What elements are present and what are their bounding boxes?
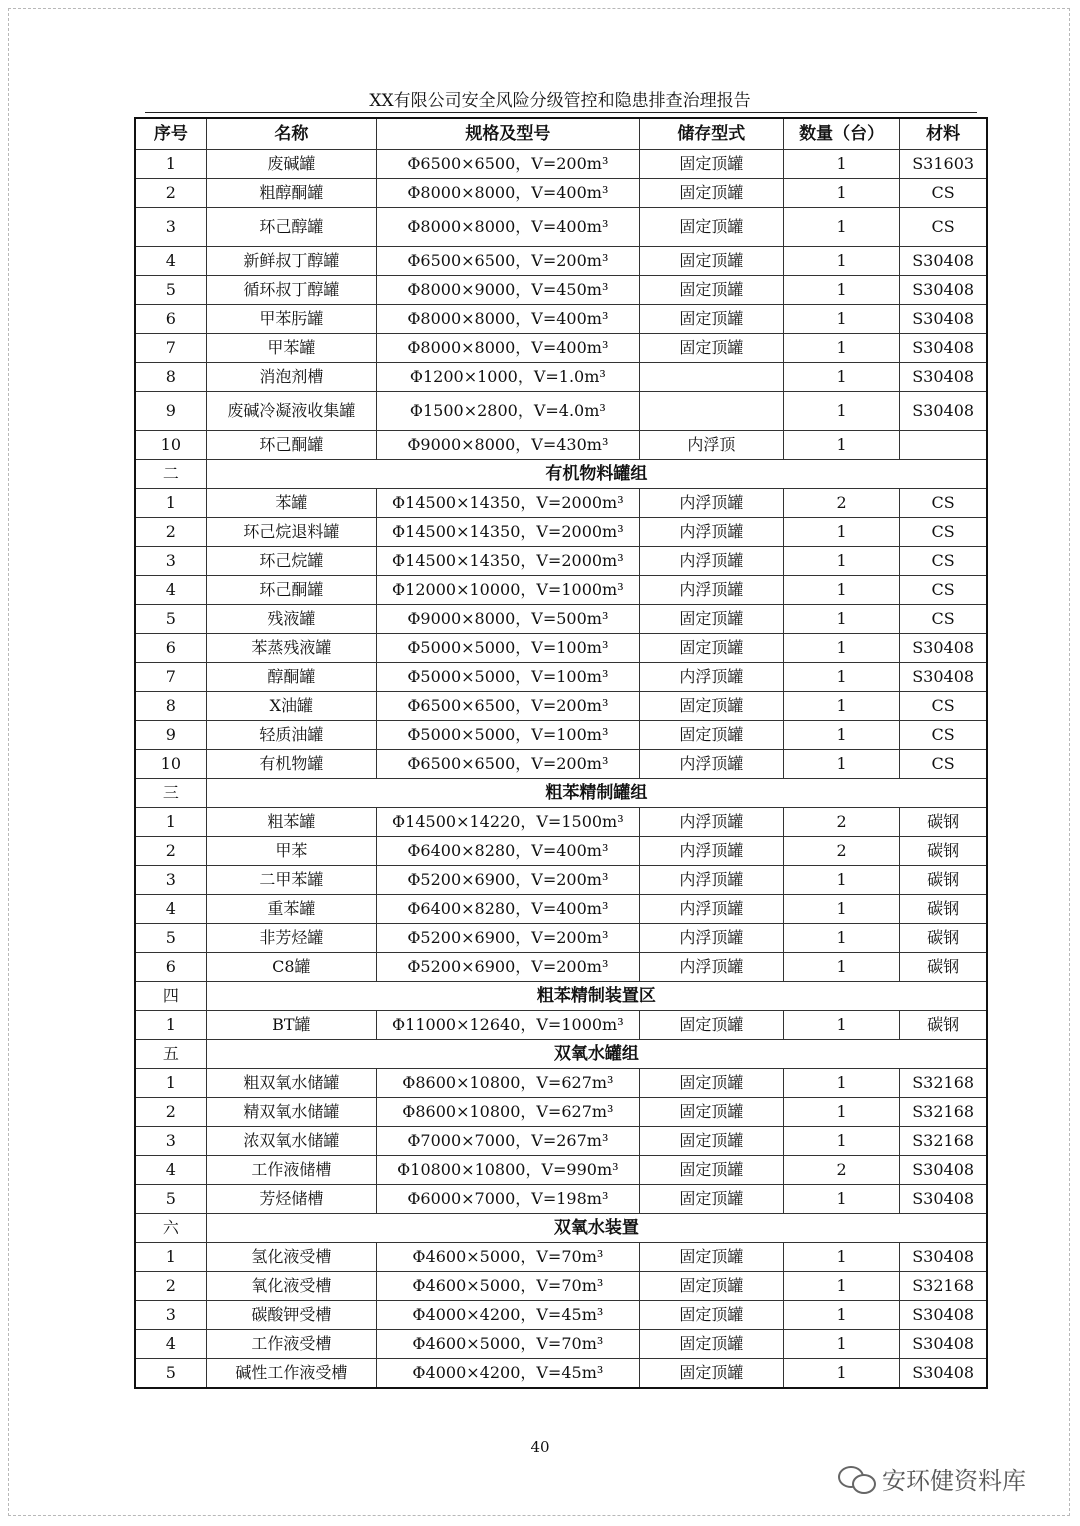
table-row [135, 1243, 987, 1272]
cell-quantity: 1 [783, 895, 899, 924]
group-title: 有机物料罐组 [206, 460, 987, 489]
cell-seq: 7 [135, 334, 206, 363]
cell-spec: Φ1500×2800，V=4.0m³ [377, 392, 640, 431]
cell-storage: 固定顶罐 [639, 1069, 783, 1098]
cell-quantity: 1 [783, 692, 899, 721]
cell-storage: 固定顶罐 [639, 1243, 783, 1272]
table-row [135, 334, 987, 363]
table-row [135, 179, 987, 208]
table-row [135, 431, 987, 460]
cell-spec: Φ4000×4200，V=45m³ [377, 1301, 640, 1330]
watermark [836, 1460, 1026, 1496]
cell-quantity: 1 [783, 392, 899, 431]
table-row [135, 837, 987, 866]
cell-storage: 内浮顶罐 [639, 750, 783, 779]
cell-material: S32168 [900, 1127, 987, 1156]
cell-material: 碳钢 [900, 808, 987, 837]
cell-quantity: 1 [783, 208, 899, 247]
cell-material: 碳钢 [900, 1011, 987, 1040]
cell-seq: 5 [135, 924, 206, 953]
cell-quantity: 1 [783, 1185, 899, 1214]
cell-quantity: 1 [783, 1127, 899, 1156]
cell-spec: Φ8000×8000，V=400m³ [377, 179, 640, 208]
table-row [135, 866, 987, 895]
cell-name: 新鲜叔丁醇罐 [206, 247, 376, 276]
cell-storage: 内浮顶罐 [639, 518, 783, 547]
cell-material: 碳钢 [900, 837, 987, 866]
cell-material: S30408 [900, 276, 987, 305]
cell-name: 苯蒸残液罐 [206, 634, 376, 663]
cell-storage: 内浮顶罐 [639, 924, 783, 953]
cell-name: 甲苯 [206, 837, 376, 866]
cell-name: 粗双氧水储罐 [206, 1069, 376, 1098]
table-row [135, 1156, 987, 1185]
header-spec: 规格及型号 [377, 118, 640, 150]
cell-spec: Φ14500×14350，V=2000m³ [377, 547, 640, 576]
cell-storage: 固定顶罐 [639, 247, 783, 276]
chat-bubbles-icon [836, 1462, 876, 1494]
table-row [135, 1069, 987, 1098]
cell-name: 氢化液受槽 [206, 1243, 376, 1272]
cell-material: S30408 [900, 1243, 987, 1272]
cell-storage: 固定顶罐 [639, 1011, 783, 1040]
cell-seq: 9 [135, 721, 206, 750]
cell-material: CS [900, 721, 987, 750]
cell-name: 环己醇罐 [206, 208, 376, 247]
cell-spec: Φ6400×8280，V=400m³ [377, 895, 640, 924]
cell-spec: Φ8600×10800，V=627m³ [377, 1069, 640, 1098]
cell-spec: Φ8000×8000，V=400m³ [377, 305, 640, 334]
cell-storage: 固定顶罐 [639, 305, 783, 334]
group-header-row [135, 1040, 987, 1069]
cell-name: 循环叔丁醇罐 [206, 276, 376, 305]
cell-seq: 4 [135, 1156, 206, 1185]
cell-spec: Φ5200×6900，V=200m³ [377, 924, 640, 953]
cell-seq: 3 [135, 208, 206, 247]
cell-material: S30408 [900, 1359, 987, 1389]
cell-quantity: 1 [783, 276, 899, 305]
cell-storage: 固定顶罐 [639, 1127, 783, 1156]
cell-material: CS [900, 489, 987, 518]
cell-name: 二甲苯罐 [206, 866, 376, 895]
cell-storage: 内浮顶罐 [639, 576, 783, 605]
cell-quantity: 2 [783, 808, 899, 837]
cell-name: 环己烷罐 [206, 547, 376, 576]
cell-seq: 9 [135, 392, 206, 431]
cell-storage: 固定顶罐 [639, 692, 783, 721]
cell-name: 环己酮罐 [206, 576, 376, 605]
cell-name: 甲苯肟罐 [206, 305, 376, 334]
table-row [135, 1185, 987, 1214]
cell-quantity: 1 [783, 363, 899, 392]
cell-spec: Φ4000×4200，V=45m³ [377, 1359, 640, 1389]
cell-spec: Φ5000×5000，V=100m³ [377, 721, 640, 750]
table-header-row [135, 118, 987, 150]
cell-seq: 5 [135, 605, 206, 634]
cell-storage: 内浮顶罐 [639, 663, 783, 692]
cell-storage: 固定顶罐 [639, 1098, 783, 1127]
cell-material [900, 431, 987, 460]
cell-seq: 4 [135, 576, 206, 605]
table-row [135, 634, 987, 663]
group-title: 双氧水装置 [206, 1214, 987, 1243]
cell-seq: 3 [135, 547, 206, 576]
cell-storage: 内浮顶罐 [639, 547, 783, 576]
cell-material: S30408 [900, 1330, 987, 1359]
title-rule [145, 112, 977, 113]
table-row [135, 953, 987, 982]
cell-spec: Φ8000×8000，V=400m³ [377, 208, 640, 247]
table-row [135, 247, 987, 276]
cell-seq: 3 [135, 1127, 206, 1156]
table-row [135, 276, 987, 305]
header-quantity: 数量（台） [783, 118, 899, 150]
cell-material: CS [900, 547, 987, 576]
cell-name: 废碱冷凝液收集罐 [206, 392, 376, 431]
cell-spec: Φ5200×6900，V=200m³ [377, 866, 640, 895]
cell-name: 碳酸钾受槽 [206, 1301, 376, 1330]
cell-seq: 1 [135, 150, 206, 179]
cell-spec: Φ14500×14350，V=2000m³ [377, 518, 640, 547]
cell-seq: 5 [135, 276, 206, 305]
cell-material: 碳钢 [900, 895, 987, 924]
cell-name: 消泡剂槽 [206, 363, 376, 392]
group-header-row [135, 1214, 987, 1243]
cell-name: 碱性工作液受槽 [206, 1359, 376, 1389]
cell-quantity: 1 [783, 953, 899, 982]
table-row [135, 663, 987, 692]
cell-material: 碳钢 [900, 953, 987, 982]
group-seq: 三 [135, 779, 206, 808]
cell-name: 有机物罐 [206, 750, 376, 779]
tank-table [134, 117, 988, 1389]
table-row [135, 721, 987, 750]
cell-storage: 固定顶罐 [639, 334, 783, 363]
table-body [135, 150, 987, 1389]
cell-storage: 固定顶罐 [639, 1272, 783, 1301]
cell-quantity: 1 [783, 334, 899, 363]
cell-spec: Φ5200×6900，V=200m³ [377, 953, 640, 982]
group-seq: 二 [135, 460, 206, 489]
cell-storage: 内浮顶罐 [639, 895, 783, 924]
cell-material: S30408 [900, 663, 987, 692]
cell-spec: Φ6500×6500，V=200m³ [377, 247, 640, 276]
cell-storage: 固定顶罐 [639, 1359, 783, 1389]
cell-spec: Φ8600×10800，V=627m³ [377, 1098, 640, 1127]
cell-seq: 1 [135, 808, 206, 837]
cell-quantity: 1 [783, 576, 899, 605]
cell-spec: Φ5000×5000，V=100m³ [377, 634, 640, 663]
cell-spec: Φ11000×12640，V=1000m³ [377, 1011, 640, 1040]
cell-material: CS [900, 750, 987, 779]
cell-storage: 内浮顶罐 [639, 953, 783, 982]
header-storage: 储存型式 [639, 118, 783, 150]
report-title: XX有限公司安全风险分级管控和隐患排查治理报告 [369, 91, 751, 111]
cell-name: 环己烷退料罐 [206, 518, 376, 547]
cell-material: S32168 [900, 1272, 987, 1301]
table-row [135, 750, 987, 779]
table-row [135, 576, 987, 605]
cell-seq: 1 [135, 1011, 206, 1040]
cell-seq: 3 [135, 1301, 206, 1330]
cell-seq: 2 [135, 1272, 206, 1301]
cell-spec: Φ8000×9000，V=450m³ [377, 276, 640, 305]
cell-material: S30408 [900, 305, 987, 334]
table-row [135, 1127, 987, 1156]
cell-spec: Φ5000×5000，V=100m³ [377, 663, 640, 692]
cell-spec: Φ4600×5000，V=70m³ [377, 1243, 640, 1272]
cell-seq: 7 [135, 663, 206, 692]
cell-name: 醇酮罐 [206, 663, 376, 692]
cell-name: BT罐 [206, 1011, 376, 1040]
cell-quantity: 1 [783, 1098, 899, 1127]
cell-storage: 内浮顶罐 [639, 837, 783, 866]
cell-quantity: 1 [783, 1272, 899, 1301]
header-seq: 序号 [135, 118, 206, 150]
cell-quantity: 1 [783, 721, 899, 750]
cell-storage: 内浮顶 [639, 431, 783, 460]
group-header-row [135, 460, 987, 489]
cell-name: 精双氧水储罐 [206, 1098, 376, 1127]
header-material: 材料 [900, 118, 987, 150]
cell-material: CS [900, 179, 987, 208]
cell-storage: 固定顶罐 [639, 721, 783, 750]
cell-seq: 6 [135, 634, 206, 663]
cell-quantity: 1 [783, 1330, 899, 1359]
cell-spec: Φ4600×5000，V=70m³ [377, 1330, 640, 1359]
cell-material: S30408 [900, 334, 987, 363]
table-row [135, 150, 987, 179]
cell-quantity: 1 [783, 663, 899, 692]
cell-seq: 8 [135, 692, 206, 721]
table-row [135, 605, 987, 634]
cell-quantity: 1 [783, 634, 899, 663]
cell-spec: Φ6500×6500，V=200m³ [377, 750, 640, 779]
cell-material: S30408 [900, 392, 987, 431]
group-seq: 六 [135, 1214, 206, 1243]
page-number: 40 [530, 1438, 550, 1456]
group-header-row [135, 982, 987, 1011]
table-row [135, 208, 987, 247]
cell-name: 氧化液受槽 [206, 1272, 376, 1301]
table-row [135, 1330, 987, 1359]
cell-seq: 10 [135, 750, 206, 779]
cell-quantity: 1 [783, 924, 899, 953]
cell-storage: 固定顶罐 [639, 1185, 783, 1214]
cell-storage: 固定顶罐 [639, 1156, 783, 1185]
cell-material: S30408 [900, 247, 987, 276]
cell-quantity: 1 [783, 150, 899, 179]
group-title: 双氧水罐组 [206, 1040, 987, 1069]
cell-spec: Φ12000×10000，V=1000m³ [377, 576, 640, 605]
cell-name: C8罐 [206, 953, 376, 982]
cell-storage: 内浮顶罐 [639, 489, 783, 518]
cell-seq: 4 [135, 1330, 206, 1359]
cell-quantity: 1 [783, 1359, 899, 1389]
cell-spec: Φ8000×8000，V=400m³ [377, 334, 640, 363]
group-title: 粗苯精制罐组 [206, 779, 987, 808]
cell-material: S30408 [900, 363, 987, 392]
cell-spec: Φ6000×7000，V=198m³ [377, 1185, 640, 1214]
cell-quantity: 1 [783, 547, 899, 576]
cell-seq: 6 [135, 305, 206, 334]
cell-quantity: 1 [783, 866, 899, 895]
cell-quantity: 1 [783, 431, 899, 460]
cell-storage: 固定顶罐 [639, 634, 783, 663]
cell-quantity: 1 [783, 305, 899, 334]
table-row [135, 392, 987, 431]
cell-name: 环己酮罐 [206, 431, 376, 460]
cell-spec: Φ6400×8280，V=400m³ [377, 837, 640, 866]
table-row [135, 924, 987, 953]
cell-storage: 固定顶罐 [639, 179, 783, 208]
watermark-text: 安环健资料库 [882, 1466, 1026, 1495]
cell-name: 粗醇酮罐 [206, 179, 376, 208]
cell-seq: 1 [135, 489, 206, 518]
cell-material: CS [900, 518, 987, 547]
cell-spec: Φ14500×14350，V=2000m³ [377, 489, 640, 518]
cell-spec: Φ1200×1000，V=1.0m³ [377, 363, 640, 392]
table-row [135, 1301, 987, 1330]
cell-name: 残液罐 [206, 605, 376, 634]
cell-name: X油罐 [206, 692, 376, 721]
cell-quantity: 1 [783, 1069, 899, 1098]
cell-material: S30408 [900, 634, 987, 663]
table-row [135, 363, 987, 392]
table-row [135, 489, 987, 518]
group-seq: 四 [135, 982, 206, 1011]
cell-seq: 6 [135, 953, 206, 982]
cell-name: 芳烃储槽 [206, 1185, 376, 1214]
cell-quantity: 1 [783, 1011, 899, 1040]
cell-material: CS [900, 605, 987, 634]
cell-name: 甲苯罐 [206, 334, 376, 363]
cell-name: 非芳烃罐 [206, 924, 376, 953]
table-row [135, 1098, 987, 1127]
cell-quantity: 2 [783, 1156, 899, 1185]
cell-seq: 1 [135, 1069, 206, 1098]
cell-name: 浓双氧水储罐 [206, 1127, 376, 1156]
cell-seq: 3 [135, 866, 206, 895]
cell-storage [639, 392, 783, 431]
cell-spec: Φ10800×10800，V=990m³ [377, 1156, 640, 1185]
group-seq: 五 [135, 1040, 206, 1069]
cell-material: CS [900, 208, 987, 247]
cell-quantity: 1 [783, 518, 899, 547]
table-row [135, 547, 987, 576]
table-row [135, 305, 987, 334]
cell-material: 碳钢 [900, 866, 987, 895]
group-header-row [135, 779, 987, 808]
cell-quantity: 1 [783, 247, 899, 276]
cell-spec: Φ7000×7000，V=267m³ [377, 1127, 640, 1156]
cell-spec: Φ9000×8000，V=500m³ [377, 605, 640, 634]
cell-material: CS [900, 576, 987, 605]
cell-seq: 5 [135, 1359, 206, 1389]
cell-quantity: 1 [783, 750, 899, 779]
cell-quantity: 1 [783, 179, 899, 208]
cell-seq: 1 [135, 1243, 206, 1272]
cell-quantity: 1 [783, 605, 899, 634]
cell-seq: 10 [135, 431, 206, 460]
cell-material: S32168 [900, 1069, 987, 1098]
cell-storage: 固定顶罐 [639, 208, 783, 247]
cell-seq: 4 [135, 247, 206, 276]
table-row [135, 808, 987, 837]
cell-material: S30408 [900, 1301, 987, 1330]
cell-seq: 2 [135, 518, 206, 547]
cell-storage: 内浮顶罐 [639, 866, 783, 895]
cell-seq: 2 [135, 179, 206, 208]
cell-seq: 2 [135, 1098, 206, 1127]
cell-seq: 5 [135, 1185, 206, 1214]
header-name: 名称 [206, 118, 376, 150]
table-row [135, 1011, 987, 1040]
cell-quantity: 1 [783, 1301, 899, 1330]
cell-storage: 固定顶罐 [639, 605, 783, 634]
cell-storage: 固定顶罐 [639, 150, 783, 179]
cell-material: S30408 [900, 1156, 987, 1185]
cell-name: 粗苯罐 [206, 808, 376, 837]
cell-storage: 固定顶罐 [639, 1301, 783, 1330]
table-row [135, 1272, 987, 1301]
cell-name: 重苯罐 [206, 895, 376, 924]
cell-name: 工作液储槽 [206, 1156, 376, 1185]
group-title: 粗苯精制装置区 [206, 982, 987, 1011]
cell-quantity: 1 [783, 1243, 899, 1272]
cell-material: S30408 [900, 1185, 987, 1214]
table-row [135, 1359, 987, 1389]
cell-name: 工作液受槽 [206, 1330, 376, 1359]
table-row [135, 518, 987, 547]
table-row [135, 895, 987, 924]
cell-storage [639, 363, 783, 392]
cell-spec: Φ14500×14220，V=1500m³ [377, 808, 640, 837]
cell-spec: Φ6500×6500，V=200m³ [377, 692, 640, 721]
table-row [135, 692, 987, 721]
cell-quantity: 2 [783, 489, 899, 518]
cell-spec: Φ9000×8000，V=430m³ [377, 431, 640, 460]
cell-seq: 4 [135, 895, 206, 924]
cell-seq: 8 [135, 363, 206, 392]
cell-name: 废碱罐 [206, 150, 376, 179]
cell-spec: Φ4600×5000，V=70m³ [377, 1272, 640, 1301]
cell-name: 轻质油罐 [206, 721, 376, 750]
cell-name: 苯罐 [206, 489, 376, 518]
cell-storage: 固定顶罐 [639, 276, 783, 305]
cell-quantity: 2 [783, 837, 899, 866]
cell-spec: Φ6500×6500，V=200m³ [377, 150, 640, 179]
cell-storage: 内浮顶罐 [639, 808, 783, 837]
cell-material: 碳钢 [900, 924, 987, 953]
cell-material: S31603 [900, 150, 987, 179]
cell-material: CS [900, 692, 987, 721]
cell-material: S32168 [900, 1098, 987, 1127]
cell-storage: 固定顶罐 [639, 1330, 783, 1359]
cell-seq: 2 [135, 837, 206, 866]
